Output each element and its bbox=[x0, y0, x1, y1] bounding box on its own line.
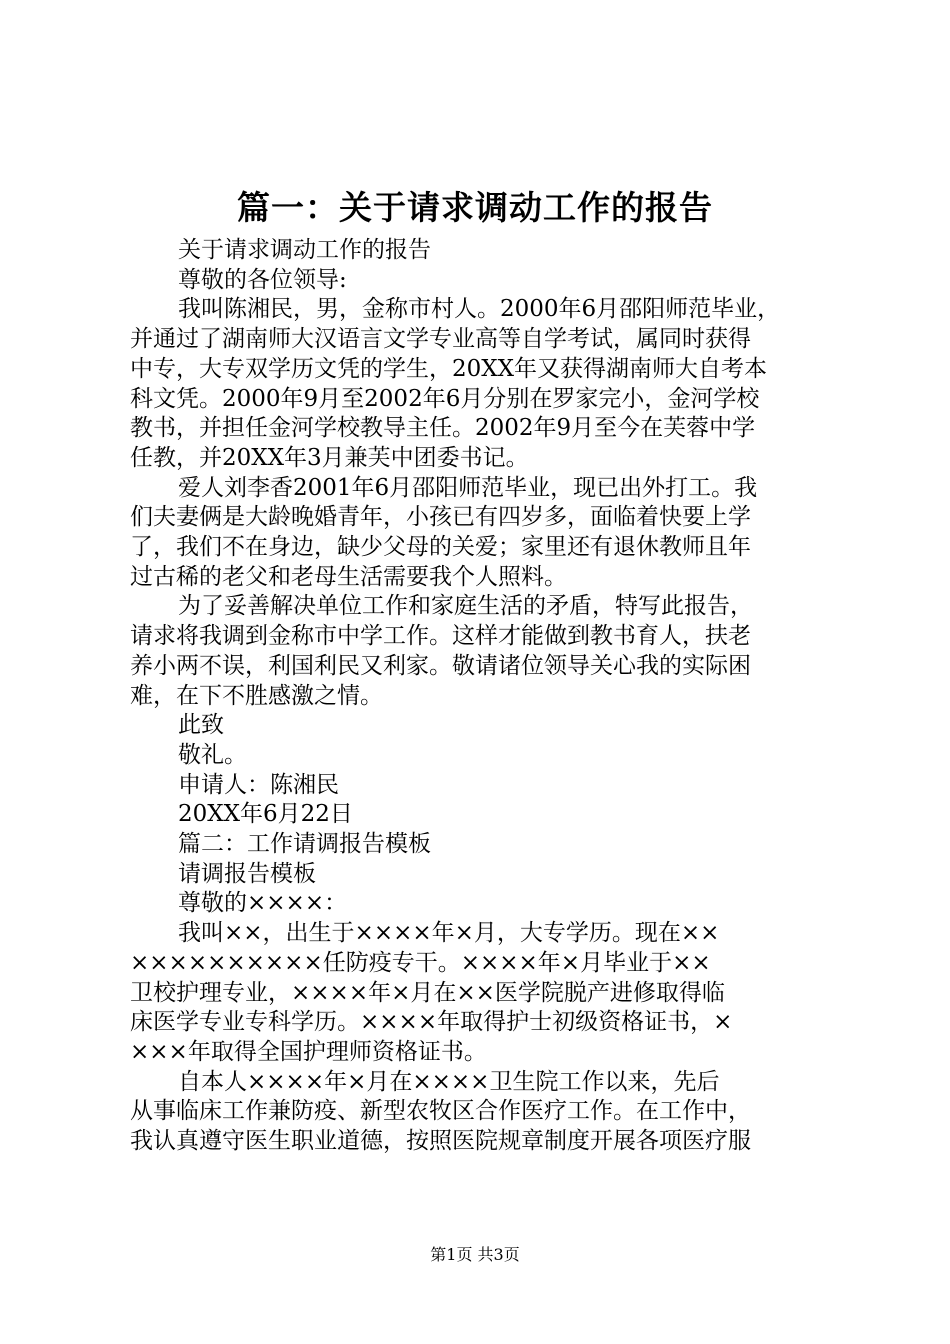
text-line: ×××年取得全国护理师资格证书。 bbox=[130, 1038, 487, 1065]
text-line: 申请人：陈湘民 bbox=[178, 771, 339, 798]
text-line: 20XX年6月22日 bbox=[178, 801, 353, 828]
page-footer: 第1页 共3页 bbox=[430, 1245, 520, 1264]
text-line: 卫校护理专业，××××年×月在××医学院脱产进修取得临 bbox=[130, 979, 725, 1006]
text-line: 请求将我调到金称市中学工作。这样才能做到教书育人，扶老 bbox=[130, 623, 751, 650]
text-line: 此致 bbox=[178, 712, 224, 739]
text-line: 从事临床工作兼防疫、新型农牧区合作医疗工作。在工作中， bbox=[130, 1098, 751, 1125]
text-line: 们夫妻俩是大龄晚婚青年，小孩已有四岁多，面临着快要上学 bbox=[130, 504, 751, 531]
text-line: 床医学专业专科学历。××××年取得护士初级资格证书，× bbox=[130, 1009, 733, 1036]
text-line: 中专，大专双学历文凭的学生，20XX年又获得湖南师大自考本 bbox=[130, 355, 768, 382]
text-line: 教书，并担任金河学校教导主任。2002年9月至今在芙蓉中学 bbox=[130, 415, 756, 442]
text-line: 敬礼。 bbox=[178, 741, 247, 768]
text-line: 为了妥善解决单位工作和家庭生活的矛盾，特写此报告， bbox=[178, 593, 753, 620]
text-line: 过古稀的老父和老母生活需要我个人照料。 bbox=[130, 563, 567, 590]
text-line: 任教，并20XX年3月兼芙中团委书记。 bbox=[130, 444, 529, 471]
text-line: 科文凭。2000年9月至2002年6月分别在罗家完小，金河学校 bbox=[130, 385, 760, 412]
document-body bbox=[130, 236, 830, 1157]
text-line: 尊敬的××××： bbox=[178, 890, 348, 917]
text-line: 爱人刘李香2001年6月邵阳师范毕业，现已出外打工。我 bbox=[178, 474, 758, 501]
text-line: ××××××××××任防疫专干。××××年×月毕业于×× bbox=[130, 949, 711, 976]
text-line: 尊敬的各位领导: bbox=[178, 266, 347, 293]
text-line: 我叫××，出生于××××年×月，大专学历。现在×× bbox=[178, 920, 720, 947]
text-line: 了，我们不在身边，缺少父母的关爱；家里还有退休教师且年 bbox=[130, 534, 751, 561]
text-line: 并通过了湖南师大汉语言文学专业高等自学考试，属同时获得 bbox=[130, 326, 751, 353]
text-line: 养小两不误，利国利民又利家。敬请诸位领导关心我的实际困 bbox=[130, 652, 751, 679]
document-title: 篇一：关于请求调动工作的报告 bbox=[237, 188, 713, 227]
text-line: 自本人××××年×月在××××卫生院工作以来，先后 bbox=[178, 1068, 720, 1095]
text-line: 关于请求调动工作的报告 bbox=[178, 237, 431, 263]
text-line: 请调报告模板 bbox=[178, 860, 316, 887]
text-line: 篇二：工作请调报告模板 bbox=[178, 831, 431, 858]
text-line: 我认真遵守医生职业道德，按照医院规章制度开展各项医疗服 bbox=[130, 1128, 751, 1155]
text-line: 难，在下不胜感激之情。 bbox=[130, 682, 383, 709]
text-line: 我叫陈湘民，男，金称市村人。2000年6月邵阳师范毕业， bbox=[178, 296, 781, 323]
